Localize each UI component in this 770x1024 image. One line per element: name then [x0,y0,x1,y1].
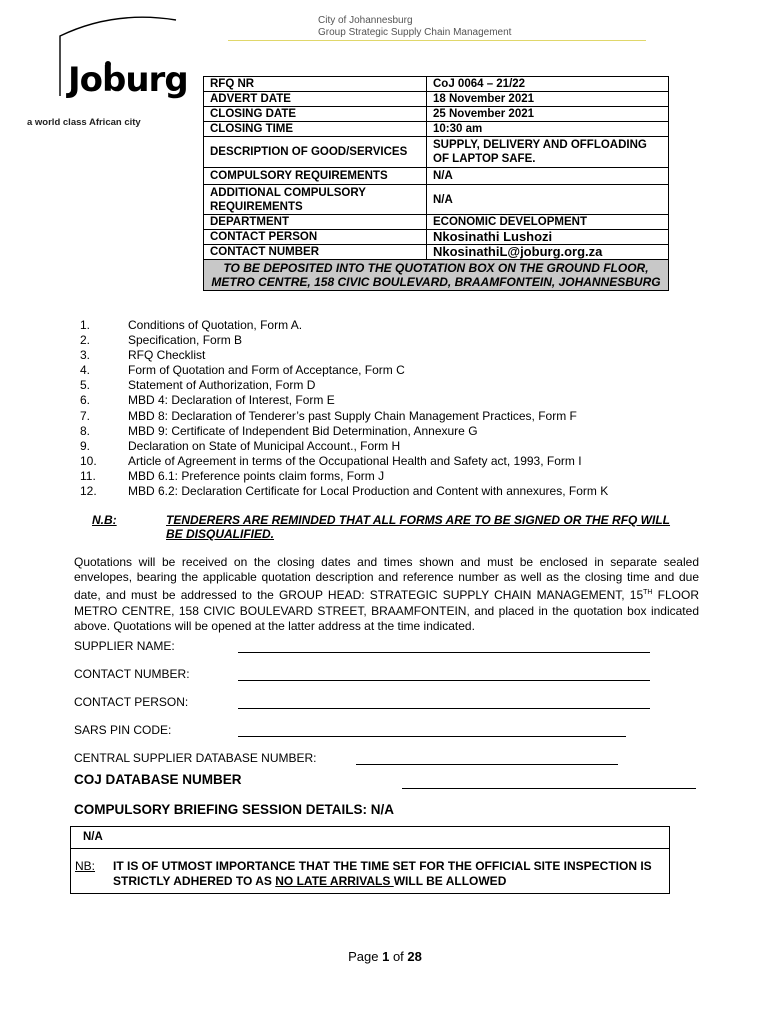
forms-list [80,318,608,499]
csd-number-label: CENTRAL SUPPLIER DATABASE NUMBER: [74,751,317,765]
list-text: Conditions of Quotation, Form A. [128,318,303,332]
description-value: SUPPLY, DELIVERY AND OFFLOADING OF LAPTOP SAFE. [427,137,669,168]
list-item [80,454,608,469]
list-text: Specification, Form B [128,333,243,348]
paragraph-superscript: TH [643,589,653,597]
logo-wordmark: Joburg [68,60,188,100]
list-number: 7. [80,408,91,423]
table-row [204,77,669,92]
contact-person-line[interactable] [238,708,650,709]
additional-req-value: N/A [427,185,669,215]
sars-pin-label: SARS PIN CODE: [74,723,172,737]
table-row [204,215,669,230]
table-row [204,245,669,260]
department-label: DEPARTMENT [204,215,427,230]
compulsory-req-value: N/A [427,168,669,185]
briefing-divider [71,848,669,849]
list-text: Statement of Authorization, Form D [128,378,316,393]
list-item [80,469,608,484]
list-number: 11. [80,468,96,483]
contact-person-label: CONTACT PERSON [204,230,427,245]
additional-req-label: ADDITIONAL COMPULSORY REQUIREMENTS [204,185,427,215]
rfq-nr-label: RFQ NR [204,77,427,92]
submission-paragraph [74,555,699,634]
paragraph-part1: Quotations will be received on the closing dates and times shown and must be enclosed in separate sealed envelopes, bearing the applicable quotation description and reference number as well as the closing time and due date, and must be addressed to the GROUP HEAD: STRATEGIC SUPPLY CHAIN MANAGEMENT, 15 [74,555,699,603]
contact-number-line[interactable] [238,680,650,681]
department-value: ECONOMIC DEVELOPMENT [427,215,669,230]
list-text: RFQ Checklist [128,348,206,363]
table-row [204,185,669,215]
advert-date-label: ADVERT DATE [204,92,427,107]
list-item [80,393,608,408]
header-divider [228,40,646,41]
list-text: Declaration on State of Municipal Account., Form H [128,438,401,453]
page-total: 28 [407,949,422,964]
briefing-na: N/A [83,831,103,843]
list-number: 9. [80,438,91,453]
list-number: 3. [80,348,91,363]
list-text: Article of Agreement in terms of the Occupational Health and Safety act, 1993, Form I [128,453,582,468]
briefing-msg-underlined: NO LATE ARRIVALS [275,874,394,888]
coj-database-label: COJ DATABASE NUMBER [74,772,242,787]
contact-person-field-label: CONTACT PERSON: [74,695,189,709]
list-item [80,424,608,439]
rfq-nr-value: CoJ 0064 – 21/22 [427,77,669,92]
list-item [80,363,608,378]
page-word: Page [348,949,379,964]
list-item [80,333,608,348]
csd-number-line[interactable] [356,764,618,765]
contact-number-field-label: CONTACT NUMBER: [74,667,190,681]
table-row [204,137,669,168]
description-label: DESCRIPTION OF GOOD/SERVICES [204,137,427,168]
table-row [204,230,669,245]
contact-number-value: NkosinathiL@joburg.org.za [427,245,669,260]
closing-time-label: CLOSING TIME [204,122,427,137]
list-number: 2. [80,333,91,348]
list-number: 12. [80,484,97,499]
nb-text: TENDERERS ARE REMINDED THAT ALL FORMS ARE TO BE SIGNED OR THE RFQ WILL BE DISQUALIFIED. [166,513,671,541]
list-text: MBD 6.2: Declaration Certificate for Local Production and Content with annexures, Form K [128,484,609,499]
briefing-msg-part1: IT IS OF UTMOST IMPORTANCE THAT THE TIME SET FOR THE OFFICIAL SITE INSPECTION IS STRICTLY ADHERED TO AS [113,859,652,888]
paragraph-part2: FLOOR METRO CENTRE, 158 CIVIC BOULEVARD STREET, BRAAMFONTEIN, and placed in the quotation box indicated above. Quotations will be opened at the latter address at the time indicated. [74,588,699,633]
table-row [204,168,669,185]
briefing-msg-part2: WILL BE ALLOWED [393,874,507,888]
contact-number-label: CONTACT NUMBER [204,245,427,260]
list-text: MBD 6.1: Preference points claim forms, Form J [128,468,385,483]
coj-database-line[interactable] [402,788,696,789]
closing-date-label: CLOSING DATE [204,107,427,122]
list-number: 4. [80,363,91,378]
table-row [204,107,669,122]
supplier-name-line[interactable] [238,652,650,653]
header-organisation: City of Johannesburg [318,15,413,26]
list-text: MBD 9: Certificate of Independent Bid Determination, Annexure G [128,423,478,438]
table-row [204,92,669,107]
briefing-box [70,826,670,894]
page-number: 1 [382,949,390,964]
logo-tagline: a world class African city [27,117,141,128]
header-department: Group Strategic Supply Chain Management [318,27,512,38]
sars-pin-line[interactable] [238,736,626,737]
list-number: 5. [80,378,91,393]
closing-time-value: 10:30 am [427,122,669,137]
briefing-nb-label: NB: [75,859,96,873]
deposit-notice: TO BE DEPOSITED INTO THE QUOTATION BOX ON THE GROUND FLOOR, METRO CENTRE, 158 CIVIC BOULEVARD, BRAAMFONTEIN, JOHANNESBURG [204,260,669,291]
closing-date-value: 25 November 2021 [427,107,669,122]
document-header [318,15,511,39]
joburg-logo [24,14,188,134]
rfq-info-table [203,76,669,291]
compulsory-req-label: COMPULSORY REQUIREMENTS [204,168,427,185]
list-item [80,318,608,333]
list-number: 10. [80,453,97,468]
list-item [80,484,608,499]
of-word: of [392,949,404,964]
briefing-heading: COMPULSORY BRIEFING SESSION DETAILS: N/A [74,802,395,817]
list-text: Form of Quotation and Form of Acceptance, Form C [128,363,405,378]
advert-date-value: 18 November 2021 [427,92,669,107]
list-text: MBD 8: Declaration of Tenderer’s past Supply Chain Management Practices, Form F [128,408,577,423]
list-item [80,378,608,393]
list-number: 8. [80,423,91,438]
list-item [80,409,608,424]
briefing-message [113,859,663,889]
list-item [80,439,608,454]
contact-person-value: Nkosinathi Lushozi [427,230,669,245]
list-item [80,348,608,363]
table-row [204,122,669,137]
table-row [204,260,669,291]
list-text: MBD 4: Declaration of Interest, Form E [128,393,335,408]
list-number: 6. [80,393,91,408]
supplier-name-label: SUPPLIER NAME: [74,639,175,653]
list-number: 1. [80,318,91,332]
page-footer [0,949,770,964]
nb-label: N.B: [92,513,117,527]
